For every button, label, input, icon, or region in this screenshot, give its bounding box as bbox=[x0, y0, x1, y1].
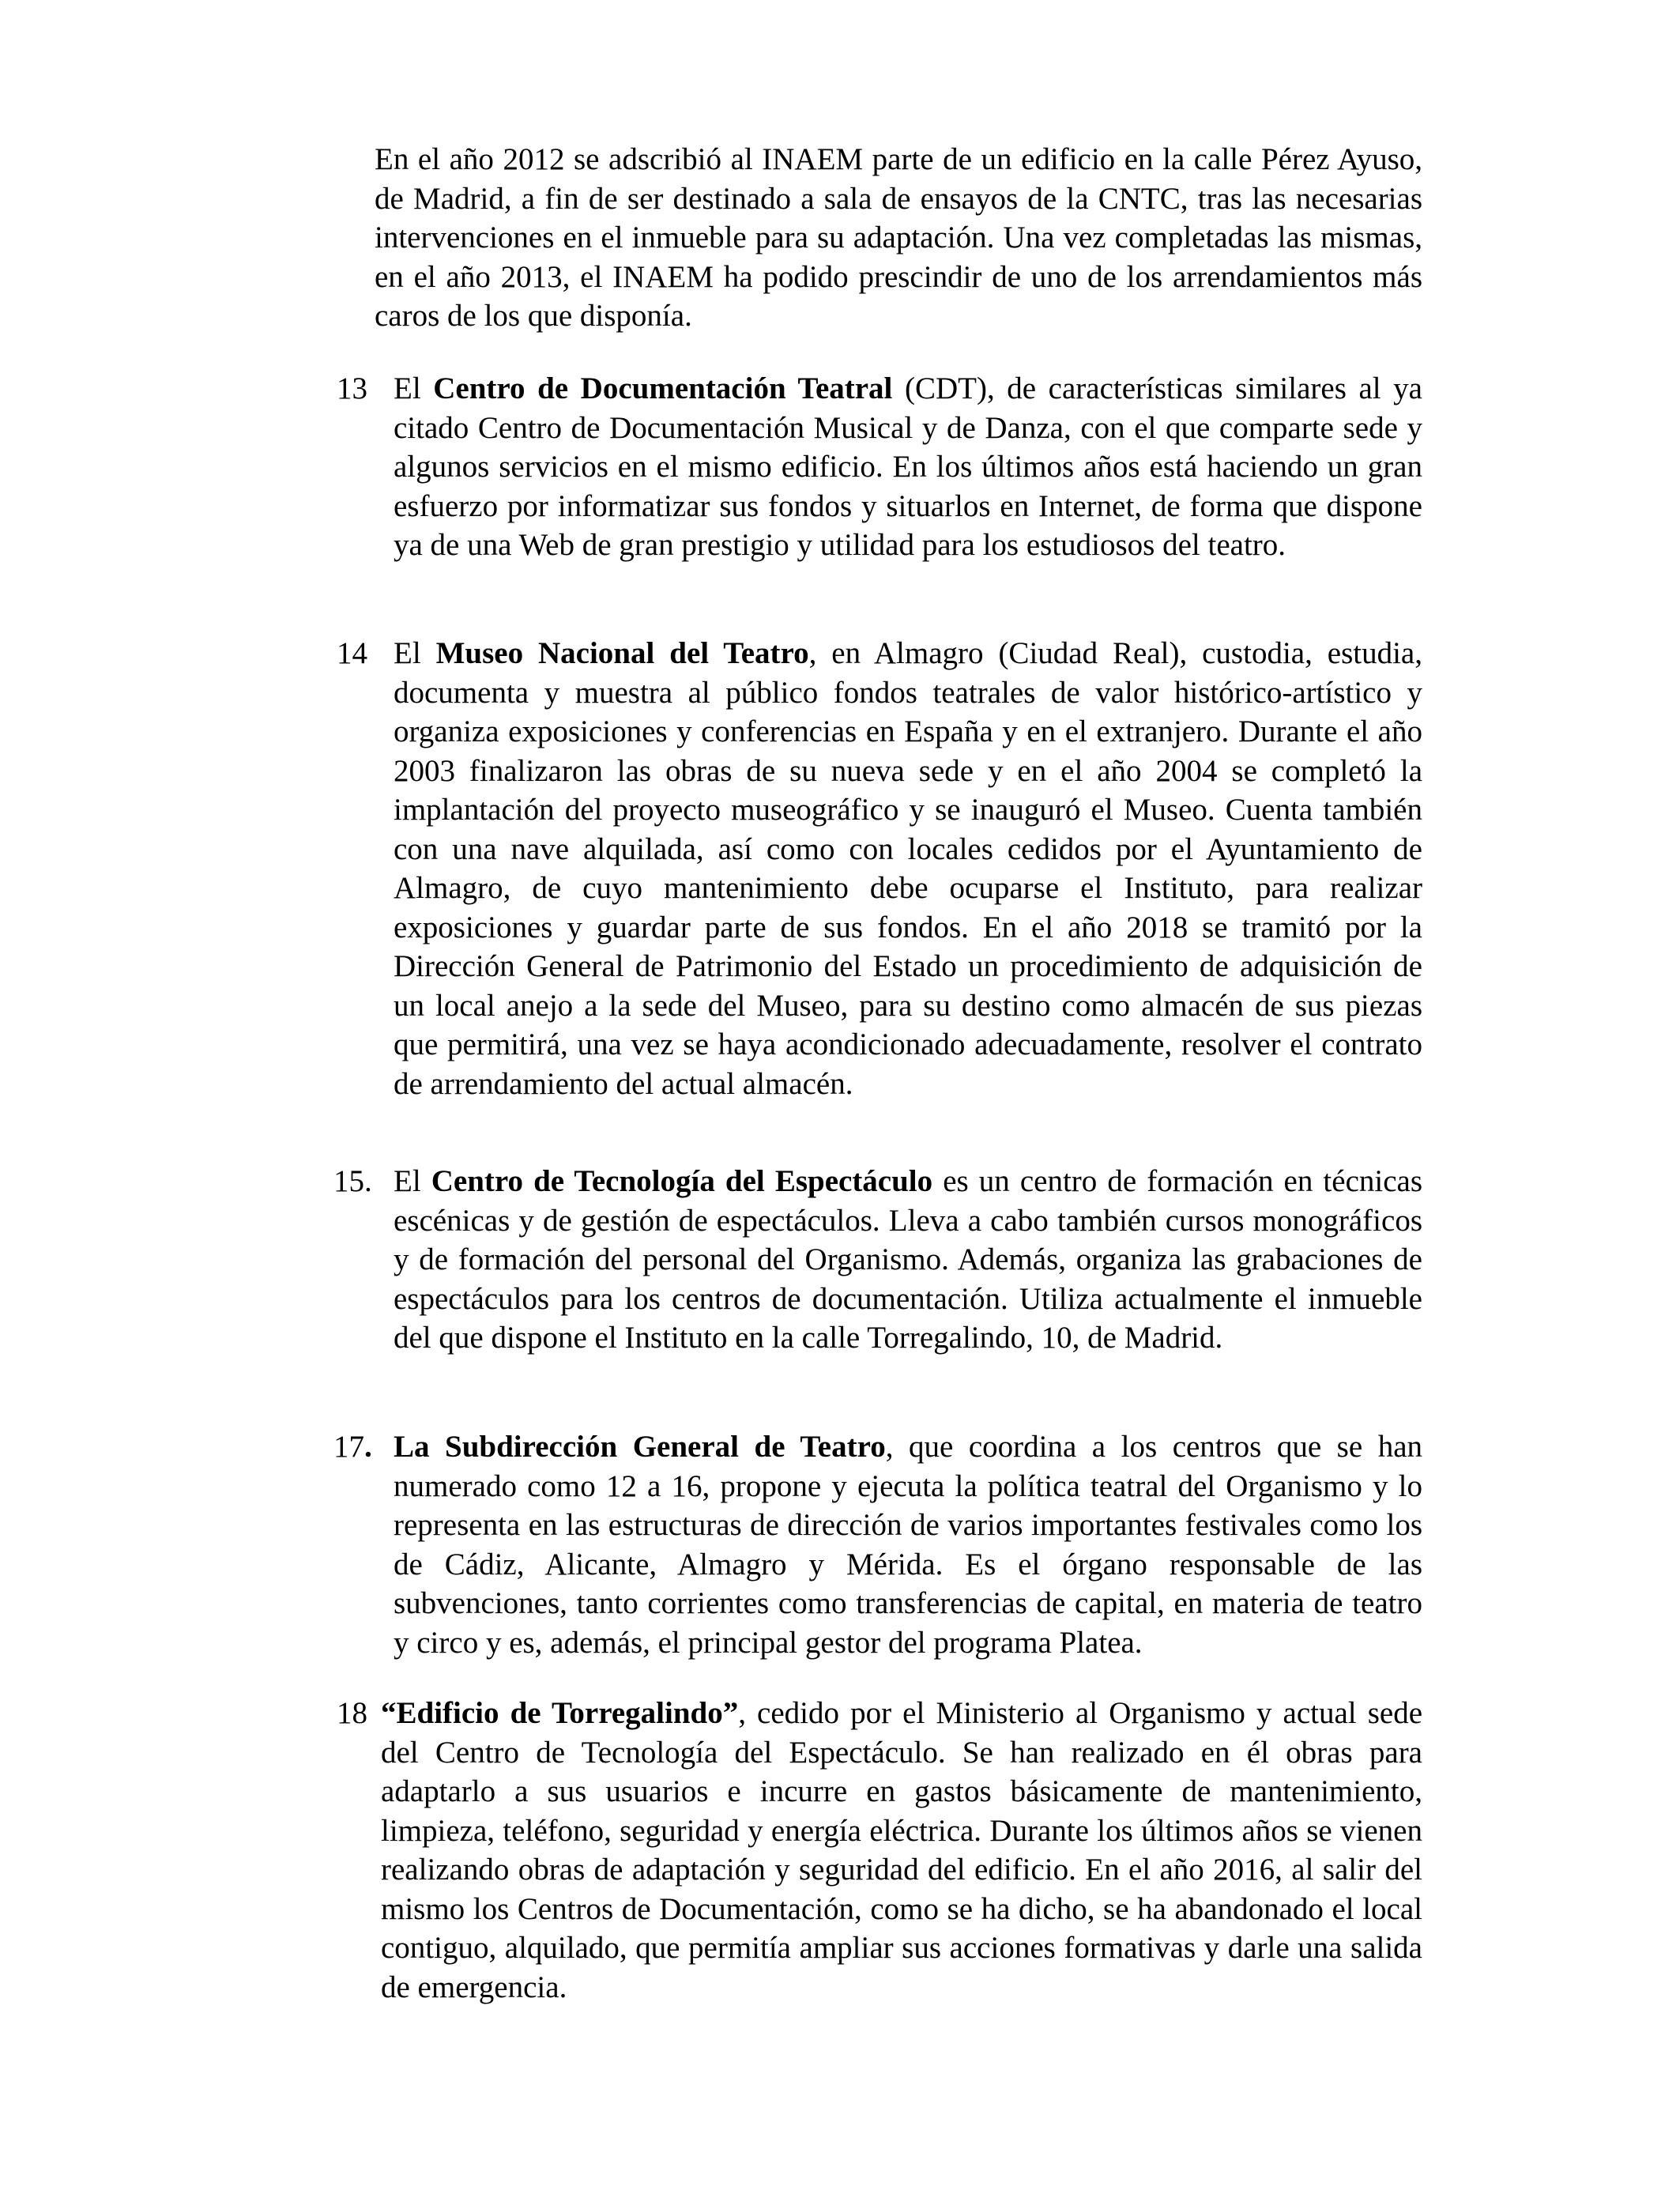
item-title: Museo Nacional del Teatro bbox=[435, 636, 809, 670]
list-item-15 bbox=[333, 1162, 1423, 1358]
item-title: Centro de Tecnología del Espectáculo bbox=[431, 1164, 933, 1198]
item-title: La Subdirección General de Teatro bbox=[394, 1430, 886, 1464]
item-body: , en Almagro (Ciudad Real), custodia, estudia, documenta y muestra al público fondos teatrales de valor histórico-artístico y organiza exposiciones y conferencias en España y en el extranjero. Durante el año 2003 finalizaron las obras de su nueva sede y en el año 2004 se completó la implantación del proyecto museográfico y se inauguró el Museo. Cuenta también con una nave alquilada, así como con locales cedidos por el Ayuntamiento de Almagro, de cuyo mantenimiento debe ocuparse el Instituto, para realizar exposiciones y guardar parte de sus fondos. En el año 2018 se tramitó por la Dirección General de Patrimonio del Estado un procedimiento de adquisición de un local anejo a la sede del Museo, para su destino como almacén de sus piezas que permitirá, una vez se haya acondicionado adecuadamente, resolver el contrato de arrendamiento del actual almacén. bbox=[394, 636, 1422, 1101]
item-number: 15. bbox=[333, 1164, 372, 1198]
item-body: es un centro de formación en técnicas escénicas y de gestión de espectáculos. Lleva a cabo también cursos monográficos y de formación del personal del Organismo. Además, organiza las grabaciones de espectáculos para los centros de documentación. Utiliza actualmente el inmueble del que dispone el Instituto en la calle Torregalindo, 10, de Madrid. bbox=[394, 1164, 1423, 1355]
list-item-17 bbox=[333, 1427, 1423, 1662]
item-number: 13 bbox=[337, 371, 367, 405]
intro-paragraph: En el año 2012 se adscribió al INAEM parte de un edificio en la calle Pérez Ayuso, de Madrid, a fin de ser destinado a sala de ensayos de la CNTC, tras las necesarias intervenciones en el inmueble para su adaptación. Una vez completadas las mismas, en el año 2013, el INAEM ha podido prescindir de uno de los arrendamientos más caros de los que disponía. bbox=[375, 142, 1422, 333]
item-number-period: . bbox=[364, 1430, 372, 1464]
item-paragraph bbox=[394, 369, 1422, 565]
intro-paragraph-block bbox=[375, 140, 1422, 336]
item-title: Centro de Documentación Teatral bbox=[433, 371, 893, 405]
item-body: , cedido por el Ministerio al Organismo y actual sede del Centro de Tecnología del Espectáculo. Se han realizado en él obras para adaptarlo a sus usuarios e incurre en gastos básicamente de mantenimiento, limpieza, teléfono, seguridad y energía eléctrica. Durante los últimos años se vienen realizando obras de adaptación y seguridad del edificio. En el año 2016, al salir del mismo los Centros de Documentación, como se ha dicho, se ha abandonado el local contiguo, alquilado, que permitía ampliar sus acciones formativas y darle una salida de emergencia. bbox=[381, 1696, 1423, 2004]
list-item-14 bbox=[337, 634, 1422, 1103]
item-number-wrap bbox=[333, 1427, 372, 1467]
item-body: , que coordina a los centros que se han numerado como 12 a 16, propone y ejecuta la política teatral del Organismo y lo representa en las estructuras de dirección de varios importantes festivales como los de Cádiz, Alicante, Almagro y Mérida. Es el órgano responsable de las subvenciones, tanto corrientes como transferencias de capital, en materia de teatro y circo y es, además, el principal gestor del programa Platea. bbox=[394, 1430, 1423, 1660]
item-number: 17 bbox=[333, 1430, 364, 1464]
item-number: 18 bbox=[337, 1696, 367, 1730]
item-lead-word: El bbox=[394, 636, 421, 670]
list-item-13 bbox=[337, 369, 1422, 565]
item-paragraph bbox=[394, 634, 1422, 1103]
item-paragraph bbox=[381, 1694, 1422, 2007]
item-body: (CDT), de características similares al ya citado Centro de Documentación Musical y de Danza, con el que comparte sede y algunos servicios en el mismo edificio. En los últimos años está haciendo un gran esfuerzo por informatizar sus fondos y situarlos en Internet, de forma que dispone ya de una Web de gran prestigio y utilidad para los estudiosos del teatro. bbox=[394, 371, 1422, 562]
list-item-18 bbox=[337, 1694, 1423, 2007]
item-number: 14 bbox=[337, 636, 367, 670]
item-paragraph bbox=[394, 1427, 1422, 1662]
item-paragraph bbox=[394, 1162, 1422, 1358]
item-lead-word: El bbox=[394, 1164, 421, 1198]
item-lead-word: El bbox=[394, 371, 421, 405]
item-title: “Edificio de Torregalindo” bbox=[381, 1696, 739, 1730]
